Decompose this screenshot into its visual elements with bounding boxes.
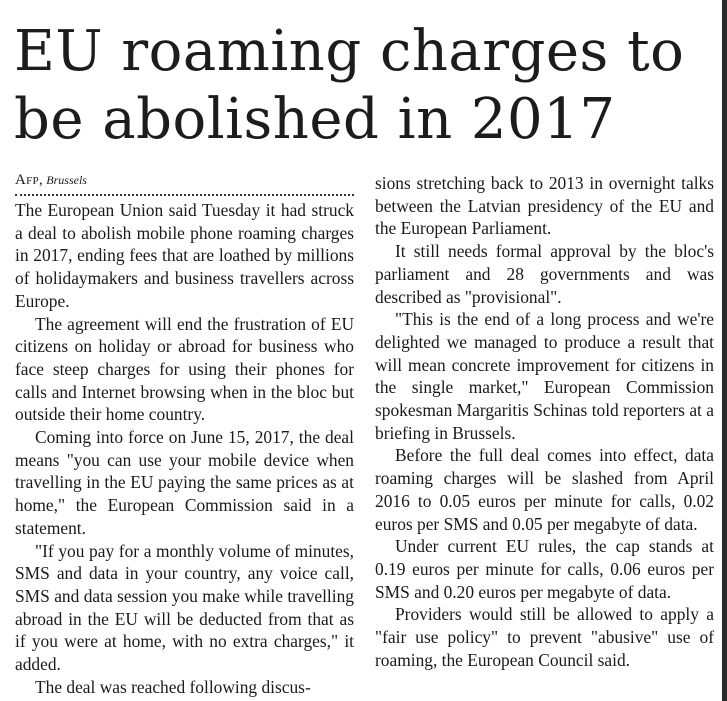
- headline-line-1: EU roaming charges to: [14, 19, 685, 84]
- left-column: [15, 172, 354, 698]
- paragraph-10: Under current EU rules, the cap stands at 0.19 euros per minute for calls, 0.06 euros per SMS and 0.20 euros per megabyte of data.: [375, 536, 714, 602]
- paragraph-6: sions stretching back to 2013 in overnight talks between the Latvian presidency of the EU and the European Parliament.: [375, 173, 714, 239]
- right-column: [375, 172, 714, 671]
- byline: [15, 172, 354, 188]
- dotted-divider: [15, 194, 354, 196]
- paragraph-11: Providers would still be allowed to apply a "fair use policy" to prevent "abusive" use of roaming, the European Council said.: [375, 604, 714, 670]
- paragraph-9: Before the full deal comes into effect, data roaming charges will be slashed from April 2016 to 0.05 euros per minute for calls, 0.02 euros per SMS and 0.05 per megabyte of data.: [375, 445, 714, 534]
- paragraph-7: It still needs formal approval by the bloc's parliament and 28 governments and was described as "provisional".: [375, 241, 714, 307]
- byline-city: Brussels: [46, 173, 87, 187]
- byline-agency: Afp,: [15, 172, 44, 188]
- paragraph-4: "If you pay for a monthly volume of minutes, SMS and data in your country, any voice call, SMS and data session you make while travelling abroad in the EU will be deducted from that as if you were at home, with no extra charges," it added.: [15, 540, 354, 675]
- page-edge-shadow: [722, 0, 727, 701]
- paragraph-2: The agreement will end the frustration of EU citizens on holiday or abroad for business who face steep charges for using their phones for calls and Internet browsing when in the bloc but outside their home country.: [15, 313, 354, 425]
- paragraph-5: The deal was reached following discus-: [35, 676, 311, 697]
- paragraph-8: "This is the end of a long process and we're delighted we managed to produce a result that will mean concrete improvement for citizens in the single market," European Commission spokesman Margaritis Schinas told reporters at a briefing in Brussels.: [375, 309, 714, 443]
- paragraph-3: Coming into force on June 15, 2017, the deal means "you can use your mobile device when travelling in the EU paying the same prices as at home," the European Commission said in a statement.: [15, 427, 354, 538]
- headline-line-2: be abolished in 2017: [14, 87, 616, 152]
- paragraph-1: The European Union said Tuesday it had struck a deal to abolish mobile phone roaming charges in 2017, ending fees that are loathed by millions of holidaymakers and business travellers across Europe.: [15, 200, 354, 311]
- headline: [14, 18, 714, 154]
